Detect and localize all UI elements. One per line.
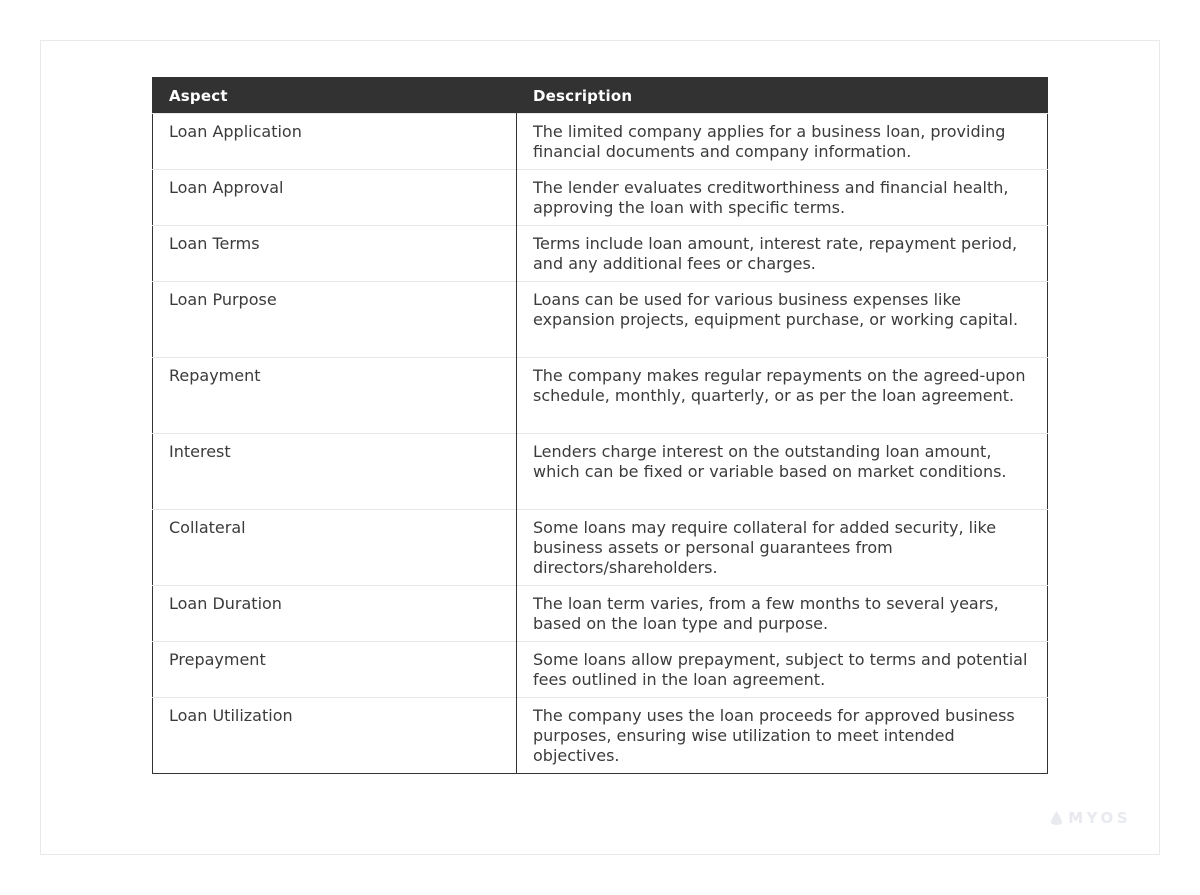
description-cell: Terms include loan amount, interest rate, repayment period, and any additional fees or charges. bbox=[517, 226, 1048, 282]
description-cell: The company makes regular repayments on the agreed-upon schedule, monthly, quarterly, or as per the loan agreement. bbox=[517, 358, 1048, 434]
table-row bbox=[153, 698, 1048, 774]
description-cell: The limited company applies for a business loan, providing financial documents and company information. bbox=[517, 114, 1048, 170]
table-body bbox=[153, 114, 1048, 774]
table-row bbox=[153, 510, 1048, 586]
table-row bbox=[153, 586, 1048, 642]
table-row bbox=[153, 226, 1048, 282]
aspect-cell: Loan Approval bbox=[153, 170, 517, 226]
aspect-cell: Interest bbox=[153, 434, 517, 510]
column-header-aspect: Aspect bbox=[153, 78, 517, 114]
header-row bbox=[153, 78, 1048, 114]
aspect-cell: Loan Terms bbox=[153, 226, 517, 282]
description-cell: Some loans may require collateral for added security, like business assets or personal guarantees from directors/shareholders. bbox=[517, 510, 1048, 586]
myos-logo-icon bbox=[1050, 811, 1063, 826]
description-cell: The company uses the loan proceeds for approved business purposes, ensuring wise utilization to meet intended objectives. bbox=[517, 698, 1048, 774]
aspect-cell: Prepayment bbox=[153, 642, 517, 698]
aspect-cell: Loan Duration bbox=[153, 586, 517, 642]
myos-logo bbox=[1050, 809, 1131, 827]
description-cell: The lender evaluates creditworthiness and financial health, approving the loan with specific terms. bbox=[517, 170, 1048, 226]
description-cell: Some loans allow prepayment, subject to terms and potential fees outlined in the loan agreement. bbox=[517, 642, 1048, 698]
content-card bbox=[40, 40, 1160, 855]
aspect-cell: Loan Purpose bbox=[153, 282, 517, 358]
table-row bbox=[153, 358, 1048, 434]
column-header-description: Description bbox=[517, 78, 1048, 114]
aspect-cell: Repayment bbox=[153, 358, 517, 434]
description-cell: The loan term varies, from a few months to several years, based on the loan type and purpose. bbox=[517, 586, 1048, 642]
table-row bbox=[153, 282, 1048, 358]
myos-logo-text: MYOS bbox=[1068, 809, 1131, 827]
table-header bbox=[153, 78, 1048, 114]
table-row bbox=[153, 114, 1048, 170]
aspect-cell: Loan Utilization bbox=[153, 698, 517, 774]
aspect-cell: Collateral bbox=[153, 510, 517, 586]
table-row bbox=[153, 170, 1048, 226]
loan-aspects-table bbox=[152, 77, 1048, 774]
aspect-cell: Loan Application bbox=[153, 114, 517, 170]
description-cell: Lenders charge interest on the outstanding loan amount, which can be fixed or variable based on market conditions. bbox=[517, 434, 1048, 510]
description-cell: Loans can be used for various business expenses like expansion projects, equipment purchase, or working capital. bbox=[517, 282, 1048, 358]
table-row bbox=[153, 434, 1048, 510]
table-row bbox=[153, 642, 1048, 698]
